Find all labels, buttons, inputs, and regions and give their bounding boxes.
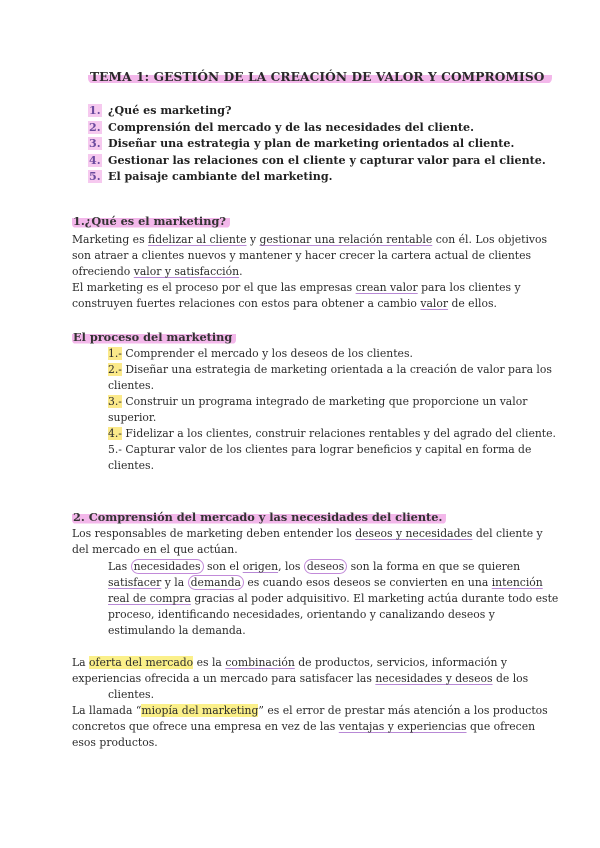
toc-text: Diseñar una estrategia y plan de marketing orientados al cliente.: [108, 137, 515, 151]
toc-text: Gestionar las relaciones con el cliente y capturar valor para el cliente.: [108, 153, 546, 167]
process-steps: 1.- Comprender el mercado y los deseos de los clientes. 2.- Diseñar una estrategia de marketing orientada a la creación de valor para los clientes. 3.- Construir un programa integrado de marketing que proporcione un valor superior. 4.- Fidelizar a los clientes, construir relaciones rentables y del agrado del cliente. 5.- Capturar valor de los clientes para lograr beneficios y capital en forma de clientes.: [108, 347, 556, 472]
section1-heading: 1.¿Qué es el marketing?: [72, 214, 230, 228]
toc-item: [88, 136, 546, 153]
toc-text: Comprensión del mercado y de las necesidades del cliente.: [108, 120, 474, 134]
toc-number: 5.: [89, 170, 101, 184]
process-step: 3.- Construir un programa integrado de marketing que proporcione un valor: [108, 395, 528, 408]
toc-number: 1.: [89, 104, 101, 117]
process-heading: El proceso del marketing: [72, 330, 236, 344]
needs-block: Las necesidades son el origen, los deseos son la forma en que se quieren satisfacer y la demanda es cuando esos deseos se convierten en una intención real de compra gracias al poder adquisitivo. El marketing actúa durante todo este proceso, identificando necesidades, orientando y canalizando deseos y estimulando la demanda.: [108, 560, 559, 637]
process-step: 2.- Diseñar una estrategia de marketing orientada a la creación de valor para los: [108, 363, 552, 376]
process-step: 4.- Fidelizar a los clientes, construir relaciones rentables y del agrado del cliente.: [108, 427, 556, 440]
toc-item: [88, 120, 546, 137]
toc-item: [88, 169, 546, 186]
offer-paragraph: La oferta del mercado es la combinación de productos, servicios, información y experiencias ofrecida a un mercado para satisfacer las necesidades y deseos de los clientes. La llamada “miopía del marketing” es el error de prestar más atención a los productos concretos que ofrece una empresa en vez de las ventajas y experiencias que ofrecen esos productos.: [72, 656, 548, 749]
process-step: 1.- Comprender el mercado y los deseos de los clientes.: [108, 347, 413, 360]
section2-intro: Los responsables de marketing deben entender los deseos y necesidades del cliente y del mercado en el que actúan.: [72, 527, 543, 556]
toc-item: [88, 103, 546, 120]
section2-heading: 2. Comprensión del mercado y las necesidades del cliente.: [72, 510, 446, 524]
page-title: [88, 70, 552, 84]
table-of-contents: [88, 103, 546, 186]
toc-number: 3.: [89, 137, 101, 151]
section1-paragraph: Marketing es fidelizar al cliente y gestionar una relación rentable con él. Los objetivos son atraer a clientes nuevos y mantener y hacer crecer la cartera actual de clientes ofreciendo valor y satisfacción. El marketing es el proceso por el que las empresas crean valor para los clientes y construyen fuertes relaciones con estos para obtener a cambio valor de ellos.: [72, 233, 548, 310]
process-step: 5.- Capturar valor de los clientes para lograr beneficios y capital en forma de: [108, 443, 532, 456]
toc-number: 2.: [89, 120, 101, 134]
toc-number: 4.: [89, 153, 101, 167]
title-highlight: TEMA 1: GESTIÓN DE LA CREACIÓN DE VALOR Y COMPROMISO: [88, 70, 552, 84]
toc-item: [88, 153, 546, 170]
toc-text: ¿Qué es marketing?: [108, 104, 232, 117]
toc-text: El paisaje cambiante del marketing.: [108, 170, 333, 184]
